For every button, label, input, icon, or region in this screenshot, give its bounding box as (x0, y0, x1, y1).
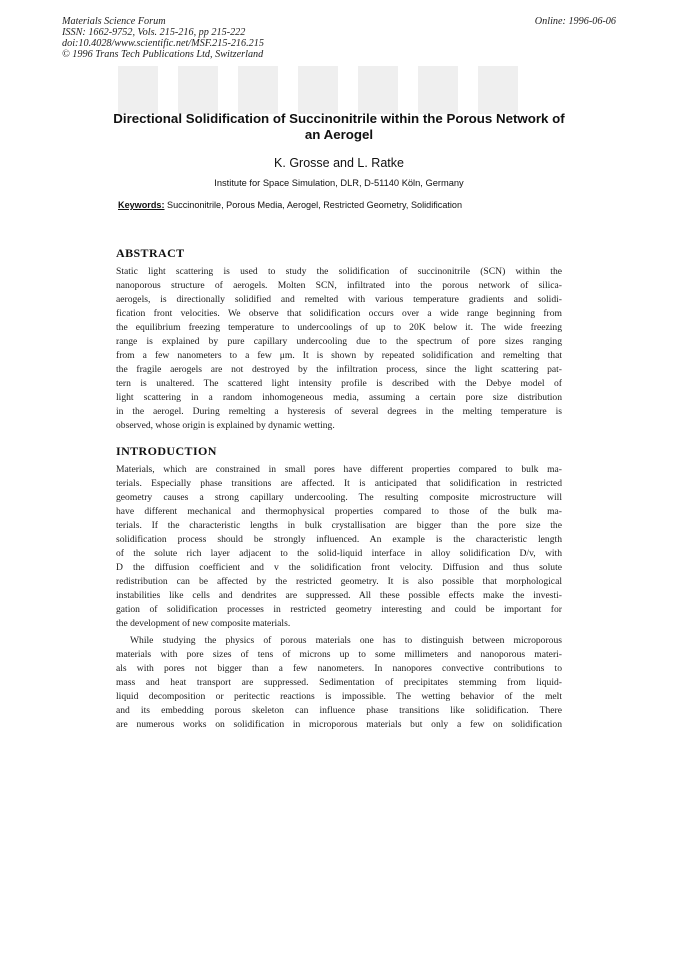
text-line: terials. Especially phase transitions are affected. It is anticipated that solidification in restricted (116, 478, 562, 489)
text-line: tern is unaltered. The scattered light intensity profile is described with the Debye model of (116, 378, 562, 389)
authors: K. Grosse and L. Ratke (274, 156, 404, 170)
text-line: and its embedding porous skeleton can influence phase transitions like solidification. There (116, 705, 562, 716)
text-line: aerogels, is directionally solidified and remelted with various temperature gradients and solidi- (116, 294, 562, 305)
abstract-body (116, 265, 562, 433)
title-line: Directional Solidification of Succinonitrile within the Porous Network of (113, 111, 565, 126)
paper-title (110, 111, 568, 143)
online-date: Online: 1996-06-06 (534, 16, 616, 27)
text-line: observed, whose origin is explained by dynamic wetting. (116, 420, 335, 431)
text-line: Materials, which are constrained in small pores have different properties compared to bulk ma- (116, 464, 562, 475)
text-line: the fragile aerogels are not destroyed by the infiltration process, since the light scattering pat- (116, 364, 562, 375)
text-line: from a few nanometers to a few μm. It is shown by repeated solidification and remelting that (116, 350, 562, 361)
text-line: D the diffusion coefficient and v the solidification front velocity. Diffusion and thus solute (116, 562, 562, 573)
text-line: range is explained by pure capillary undercooling due to the spectrum of pore sizes ranging (116, 336, 562, 347)
text-line: While studying the physics of porous materials one has to distinguish between microporous (130, 635, 562, 646)
copyright-line: © 1996 Trans Tech Publications Ltd, Switzerland (62, 49, 264, 60)
text-line: Static light scattering is used to study the solidification of succinonitrile (SCN) within the (116, 266, 562, 277)
text-line: terials. If the characteristic lengths in bulk crystallisation are bigger than the pore size the (116, 520, 562, 531)
keywords-label: Keywords: (118, 200, 165, 210)
text-line: have different mechanical and thermophysical properties compared to those of the bulk ma- (116, 506, 562, 517)
text-line: redistribution can be affected by the restricted geometry. It is also possible that morphological (116, 576, 562, 587)
text-line: instabilities like cells and dendrites are suppressed. All these possible effects make the investi- (116, 590, 562, 601)
text-line: in the aerogel. During remelting a hysteresis of several degrees in the melting temperature is (116, 406, 562, 417)
text-line: liquid decomposition or peritectic reactions is impossible. The wetting behavior of the melt (116, 691, 562, 702)
abstract-heading: ABSTRACT (116, 246, 185, 260)
doi-line: doi:10.4028/www.scientific.net/MSF.215-216.215 (62, 38, 264, 49)
text-line: nanoporous structure of aerogels. Molten SCN, infiltrated into the porous network of silica- (116, 280, 562, 291)
text-line: als with pores not bigger than a few nanometers. In nanopores convective contributions to (116, 663, 562, 674)
text-line: fication front velocities. We observe that solidification occurs over a wide range beginning from (116, 308, 562, 319)
introduction-paragraph-2 (116, 634, 562, 732)
keywords (118, 200, 578, 211)
title-line: an Aerogel (304, 127, 374, 142)
text-line: mass and heat transport are suppressed. Sedimentation of precipitates stemming from liquid- (116, 677, 562, 688)
text-line: the development of new composite materials. (116, 618, 291, 629)
text-line: the equilibrium freezing temperature to undercoolings of up to 20K below it. The wide freezing (116, 322, 562, 333)
introduction-paragraph-1 (116, 463, 562, 631)
text-line: gation of solidification processes in restricted geometry interesting and could be important for (116, 604, 562, 615)
journal-name: Materials Science Forum (62, 16, 166, 27)
text-line: materials with pore sizes of tens of microns up to some millimeters and nanoporous materi- (116, 649, 562, 660)
text-line: light scattering in a random inhomogeneous media, assuming a certain pore size distribution (116, 392, 562, 403)
journal-header (62, 16, 362, 60)
keywords-text: Succinonitrile, Porous Media, Aerogel, Restricted Geometry, Solidification (164, 200, 463, 210)
text-line: solidification process should be strongly influenced. An example is the characteristic length (116, 534, 562, 545)
issn-line: ISSN: 1662-9752, Vols. 215-216, pp 215-222 (62, 27, 246, 38)
affiliation: Institute for Space Simulation, DLR, D-51140 Köln, Germany (214, 178, 464, 188)
text-line: geometry causes a strong capillary undercooling. The resulting composite microstructure will (116, 492, 562, 503)
text-line: of the solute rich layer adjacent to the solid-liquid interface in alloy solidification D/v, with (116, 548, 562, 559)
introduction-heading: INTRODUCTION (116, 444, 217, 458)
text-line: are numerous works on solidification in microporous materials but only a few on solidification (116, 719, 562, 730)
